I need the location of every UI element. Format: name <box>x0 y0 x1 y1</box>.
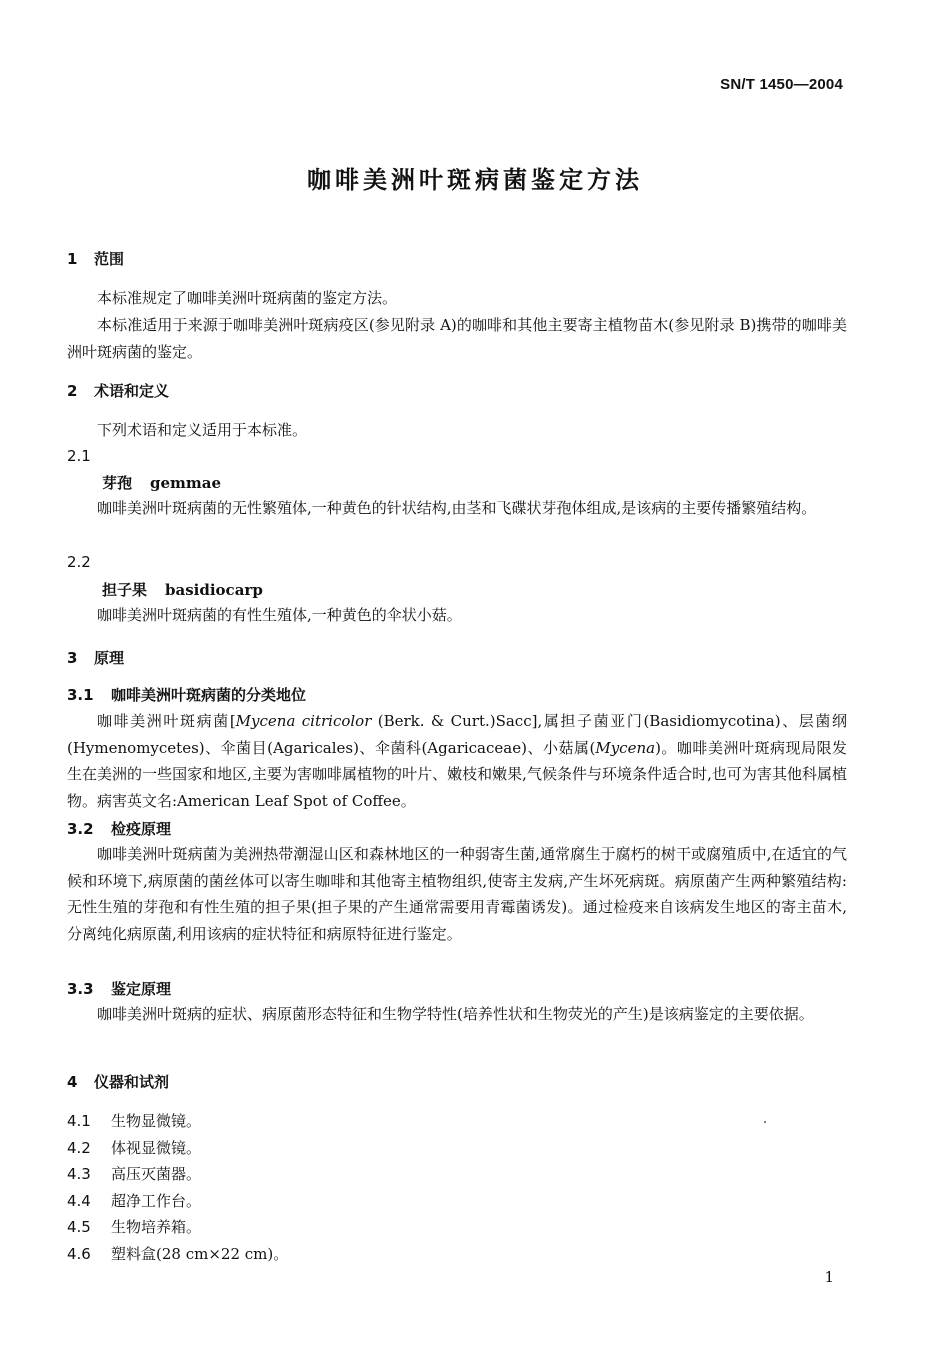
term-cn: 芽孢 <box>102 474 133 492</box>
item-text: 生物培养箱。 <box>111 1218 202 1236</box>
text-part: )。咖啡美洲叶斑病现局限发生在美洲的一些国家和地区,主要为害咖啡属植物的叶片、嫩枝和嫩果,气候条件与环境条件适合时,也可为害其他科属植物。病害英文名:American Leaf Spot of Coffee。 <box>67 738 847 810</box>
text-part: 咖啡美洲叶斑病菌[ <box>97 712 236 730</box>
term-en: basidiocarp <box>165 581 263 599</box>
subsection-title: 鉴定原理 <box>111 980 172 998</box>
term-2-2-heading <box>102 579 263 600</box>
subsection-3-2-text: 咖啡美洲叶斑病菌为美洲热带潮湿山区和森林地区的一种弱寄生菌,通常腐生于腐朽的树干或腐殖质中,在适宜的气候和环境下,病原菌的菌丝体可以寄生咖啡和其他寄主植物组织,使寄主发病,产生坏死病斑。病原菌产生两种繁殖结构:无性生殖的芽孢和有性生殖的担子果(担子果的产生通常需要用青霉菌诱发)。通过检疫来自该病发生地区的寄主苗木,分离纯化病原菌,利用该病的症状特征和病原特征进行鉴定。 <box>67 845 847 943</box>
document-title: 咖啡美洲叶斑病菌鉴定方法 <box>307 166 643 194</box>
list-item <box>67 1137 201 1158</box>
page-number: 1 <box>824 1268 834 1286</box>
term-2-2-number: 2.2 <box>67 553 91 571</box>
item-number: 4.3 <box>67 1165 91 1183</box>
section-number: 1 <box>67 250 78 268</box>
section-1-paragraph-1: 本标准规定了咖啡美洲叶斑病菌的鉴定方法。 <box>97 289 398 307</box>
scan-speck <box>764 1121 766 1123</box>
list-item <box>67 1110 201 1131</box>
list-item <box>67 1243 288 1264</box>
list-item <box>67 1216 201 1237</box>
item-text: 高压灭菌器。 <box>111 1165 202 1183</box>
section-1-heading <box>67 248 124 269</box>
term-2-1-number: 2.1 <box>67 447 91 465</box>
text-part: (Berk. & Curt.)Sacc],属担子菌亚门(Basidiomycotina)、层菌纲(Hymenomycetes)、伞菌目(Agaricales)、伞菌科(Agaricaceae)、小菇属( <box>67 712 848 757</box>
term-2-1-heading <box>102 472 221 493</box>
subsection-3-1-text <box>67 708 847 814</box>
item-text: 生物显微镜。 <box>111 1112 202 1130</box>
item-number: 4.2 <box>67 1139 91 1157</box>
section-title: 原理 <box>94 649 125 667</box>
section-2-intro: 下列术语和定义适用于本标准。 <box>97 421 308 439</box>
genus-name: Mycena <box>595 738 656 757</box>
item-text: 超净工作台。 <box>111 1192 202 1210</box>
term-2-2-definition: 咖啡美洲叶斑病菌的有性生殖体,一种黄色的伞状小菇。 <box>97 606 462 624</box>
subsection-3-1-heading <box>67 684 306 705</box>
item-text: 体视显微镜。 <box>111 1139 202 1157</box>
section-2-heading <box>67 380 169 401</box>
subsection-3-3-text: 咖啡美洲叶斑病的症状、病原菌形态特征和生物学特性(培养性状和生物荧光的产生)是该病鉴定的主要依据。 <box>97 1005 814 1023</box>
item-number: 4.1 <box>67 1112 91 1130</box>
subsection-number: 3.1 <box>67 686 94 704</box>
subsection-3-3-heading <box>67 978 171 999</box>
section-number: 2 <box>67 382 78 400</box>
section-1-paragraph-2: 本标准适用于来源于咖啡美洲叶斑病疫区(参见附录 A)的咖啡和其他主要寄主植物苗木(参见附录 B)携带的咖啡美洲叶斑病菌的鉴定。 <box>67 316 847 361</box>
term-cn: 担子果 <box>102 581 148 599</box>
subsection-number: 3.3 <box>67 980 94 998</box>
section-4-heading <box>67 1071 169 1092</box>
section-number: 4 <box>67 1073 78 1091</box>
item-number: 4.5 <box>67 1218 91 1236</box>
subsection-title: 咖啡美洲叶斑病菌的分类地位 <box>111 686 307 704</box>
term-2-1-definition: 咖啡美洲叶斑病菌的无性繁殖体,一种黄色的针状结构,由茎和飞碟状芽孢体组成,是该病的主要传播繁殖结构。 <box>97 499 817 517</box>
section-title: 仪器和试剂 <box>94 1073 170 1091</box>
section-title: 术语和定义 <box>94 382 170 400</box>
scientific-name: Mycena citricolor <box>235 712 372 730</box>
section-title: 范围 <box>94 250 125 268</box>
list-item <box>67 1163 201 1184</box>
subsection-number: 3.2 <box>67 820 94 838</box>
section-3-heading <box>67 647 124 668</box>
list-item <box>67 1190 201 1211</box>
subsection-3-2-heading <box>67 818 171 839</box>
item-number: 4.4 <box>67 1192 91 1210</box>
section-number: 3 <box>67 649 78 667</box>
item-number: 4.6 <box>67 1245 91 1263</box>
term-en: gemmae <box>150 474 222 492</box>
subsection-title: 检疫原理 <box>111 820 172 838</box>
standard-code: SN/T 1450—2004 <box>720 76 843 93</box>
item-text: 塑料盒(28 cm×22 cm)。 <box>111 1245 289 1263</box>
